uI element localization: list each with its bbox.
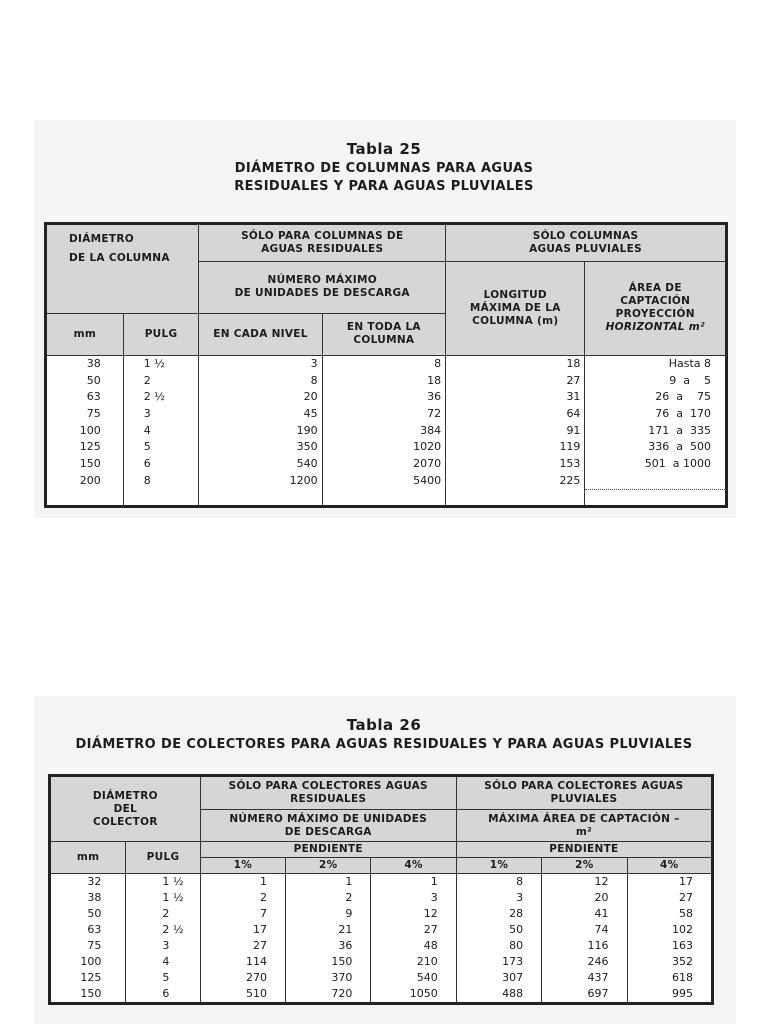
header-diam-line-3: COLECTOR <box>92 815 158 828</box>
table-25-body <box>46 355 727 490</box>
header-colectores-residuales <box>200 776 456 810</box>
header-pluviales-line-2: AGUAS PLUVIALES <box>529 242 642 255</box>
table-row <box>46 456 727 473</box>
cell-r1: 114 <box>200 954 285 970</box>
header-numero-maximo-unidades <box>200 810 456 842</box>
cell-pulg: 1 ½ <box>123 355 199 372</box>
cell-r2: 9 <box>286 906 371 922</box>
header-pendiente-residuales: PENDIENTE <box>200 842 456 858</box>
cell-toda: 2070 <box>322 456 445 473</box>
cell-toda: 18 <box>322 372 445 389</box>
cell-mm: 150 <box>46 456 124 473</box>
cell-pulg: 3 <box>126 938 200 954</box>
table-26-body <box>50 874 713 1004</box>
cell-r1: 17 <box>200 922 285 938</box>
header-pluviales <box>446 224 727 262</box>
header-longitud-line-1: LONGITUD <box>483 288 547 301</box>
cell-area: 76 a 170 <box>585 406 727 423</box>
header-diam-line-1: DIÁMETRO <box>92 789 158 802</box>
cell-toda: 384 <box>322 422 445 439</box>
cell-p4: 102 <box>627 922 712 938</box>
cell-area: 26 a 75 <box>585 389 727 406</box>
header-numero-maximo <box>199 261 446 313</box>
header-residuales <box>199 224 446 262</box>
cell-nivel: 190 <box>199 422 322 439</box>
cell-r2: 36 <box>286 938 371 954</box>
cell-area: 336 a 500 <box>585 439 727 456</box>
header-area-line-4: HORIZONTAL m² <box>605 321 705 334</box>
table-row <box>50 922 713 938</box>
cell-p1: 28 <box>456 906 541 922</box>
cell-p2: 12 <box>542 874 627 891</box>
header-col-res-line-1: SÓLO PARA COLECTORES AGUAS <box>228 780 428 792</box>
cell-nivel: 8 <box>199 372 322 389</box>
table-26-caption: Tabla 26 <box>346 716 422 734</box>
cell-r4: 210 <box>371 954 456 970</box>
header-area <box>585 261 727 355</box>
cell-p4: 58 <box>627 906 712 922</box>
cell-pulg: 6 <box>126 986 200 1004</box>
header-numero-line-2: DE UNIDADES DE DESCARGA <box>234 287 410 300</box>
cell-r4: 1050 <box>371 986 456 1004</box>
table-row <box>50 906 713 922</box>
cell-r4: 48 <box>371 938 456 954</box>
cell-mm: 63 <box>46 389 124 406</box>
cell-r2: 2 <box>286 890 371 906</box>
cell-pulg: 2 <box>123 372 199 389</box>
header-residuales-line-2: AGUAS RESIDUALES <box>261 242 384 255</box>
cell-r1: 2 <box>200 890 285 906</box>
header-res-4pct: 4% <box>371 858 456 874</box>
cell-mm: 38 <box>46 355 124 372</box>
header-toda-line-2: COLUMNA <box>353 334 415 347</box>
cell-long: 91 <box>446 422 585 439</box>
cell-mm: 125 <box>46 439 124 456</box>
table-25-caption: Tabla 25 <box>346 140 422 158</box>
cell-pulg: 2 ½ <box>126 922 200 938</box>
header-num-un-line-1: NÚMERO MÁXIMO DE UNIDADES <box>229 812 428 825</box>
cell-nivel: 1200 <box>199 473 322 490</box>
table-25-title-block <box>0 140 768 196</box>
cell-toda: 8 <box>322 355 445 372</box>
cell-p4: 995 <box>627 986 712 1004</box>
table-row <box>50 874 713 891</box>
cell-p2: 74 <box>542 922 627 938</box>
header-pendiente-pluviales: PENDIENTE <box>456 842 712 858</box>
table-25-title-line-1: DIÁMETRO DE COLUMNAS PARA AGUAS <box>234 161 534 176</box>
cell-mm: 125 <box>50 970 126 986</box>
cell-pulg: 4 <box>123 422 199 439</box>
cell-p1: 173 <box>456 954 541 970</box>
cell-toda: 72 <box>322 406 445 423</box>
cell-r1: 27 <box>200 938 285 954</box>
cell-nivel: 45 <box>199 406 322 423</box>
table-row <box>46 422 727 439</box>
cell-r1: 270 <box>200 970 285 986</box>
cell-p1: 307 <box>456 970 541 986</box>
cell-nivel: 3 <box>199 355 322 372</box>
table-25 <box>44 222 728 508</box>
cell-long: 119 <box>446 439 585 456</box>
cell-area: 171 a 335 <box>585 422 727 439</box>
cell-area <box>585 473 727 490</box>
header-pulg: PULG <box>126 842 200 874</box>
cell-r1: 1 <box>200 874 285 891</box>
cell-toda: 5400 <box>322 473 445 490</box>
cell-area: 501 a 1000 <box>585 456 727 473</box>
cell-mm: 63 <box>50 922 126 938</box>
header-plu-1pct: 1% <box>456 858 541 874</box>
cell-p2: 20 <box>542 890 627 906</box>
cell-pulg: 1 ½ <box>126 890 200 906</box>
header-col-res-line-2: RESIDUALES <box>290 793 367 805</box>
header-longitud-line-3: COLUMNA (m) <box>472 314 559 327</box>
cell-r2: 370 <box>286 970 371 986</box>
header-residuales-line-1: SÓLO PARA COLUMNAS DE <box>241 229 404 242</box>
cell-r2: 150 <box>286 954 371 970</box>
table-26-title: DIÁMETRO DE COLECTORES PARA AGUAS RESIDUALES Y PARA AGUAS PLUVIALES <box>75 737 693 752</box>
cell-mm: 75 <box>46 406 124 423</box>
cell-r1: 510 <box>200 986 285 1004</box>
header-mm: mm <box>46 313 124 355</box>
cell-p4: 27 <box>627 890 712 906</box>
header-num-un-line-2: DE DESCARGA <box>284 825 372 838</box>
cell-p4: 618 <box>627 970 712 986</box>
table-26-title-block <box>0 716 768 754</box>
cell-pulg: 6 <box>123 456 199 473</box>
cell-toda: 1020 <box>322 439 445 456</box>
cell-r4: 540 <box>371 970 456 986</box>
cell-r4: 12 <box>371 906 456 922</box>
cell-r4: 27 <box>371 922 456 938</box>
cell-p4: 17 <box>627 874 712 891</box>
cell-long: 225 <box>446 473 585 490</box>
header-diametro-line-1: DIÁMETRO <box>69 233 134 245</box>
table-row <box>46 439 727 456</box>
cell-p2: 437 <box>542 970 627 986</box>
cell-long: 31 <box>446 389 585 406</box>
header-max-area-line-2: m² <box>575 825 592 838</box>
header-diam-line-2: DEL <box>113 802 138 815</box>
table-row <box>46 473 727 490</box>
cell-r2: 720 <box>286 986 371 1004</box>
header-area-line-3: PROYECCIÓN <box>615 308 695 321</box>
cell-r1: 7 <box>200 906 285 922</box>
header-toda-line-1: EN TODA LA <box>346 321 421 334</box>
header-max-area-line-1: MÁXIMA ÁREA DE CAPTACIÓN – <box>488 812 680 825</box>
cell-p2: 116 <box>542 938 627 954</box>
table-row <box>46 406 727 423</box>
cell-pulg: 2 <box>126 906 200 922</box>
header-maxima-area <box>456 810 712 842</box>
cell-mm: 32 <box>50 874 126 891</box>
cell-mm: 100 <box>46 422 124 439</box>
cell-p1: 3 <box>456 890 541 906</box>
table-row <box>46 355 727 372</box>
header-res-1pct: 1% <box>200 858 285 874</box>
table-row <box>50 938 713 954</box>
header-plu-4pct: 4% <box>627 858 712 874</box>
cell-pulg: 5 <box>123 439 199 456</box>
header-col-plu-line-1: SÓLO PARA COLECTORES AGUAS <box>484 780 684 792</box>
header-diametro <box>46 224 199 314</box>
header-numero-line-1: NÚMERO MÁXIMO <box>267 274 377 287</box>
cell-r4: 1 <box>371 874 456 891</box>
header-area-line-2: CAPTACIÓN <box>620 295 691 308</box>
header-cada-nivel: EN CADA NIVEL <box>199 313 322 355</box>
table-row <box>50 890 713 906</box>
cell-mm: 38 <box>50 890 126 906</box>
cell-area: Hasta 8 <box>585 355 727 372</box>
header-longitud-line-2: MÁXIMA DE LA <box>469 301 561 314</box>
cell-mm: 200 <box>46 473 124 490</box>
table-row <box>50 954 713 970</box>
header-diametro-colector <box>50 776 201 842</box>
cell-pulg: 2 ½ <box>123 389 199 406</box>
cell-p1: 80 <box>456 938 541 954</box>
cell-pulg: 4 <box>126 954 200 970</box>
table-row <box>50 986 713 1004</box>
cell-pulg: 5 <box>126 970 200 986</box>
cell-long: 64 <box>446 406 585 423</box>
header-diametro-line-2: DE LA COLUMNA <box>69 252 170 264</box>
table-26 <box>48 774 714 1005</box>
header-area-line-1: ÁREA DE <box>628 282 682 295</box>
cell-p1: 488 <box>456 986 541 1004</box>
header-pulg: PULG <box>123 313 199 355</box>
cell-pulg: 8 <box>123 473 199 490</box>
cell-nivel: 350 <box>199 439 322 456</box>
header-toda-columna <box>322 313 445 355</box>
header-plu-2pct: 2% <box>542 858 627 874</box>
cell-mm: 50 <box>50 906 126 922</box>
cell-pulg: 3 <box>123 406 199 423</box>
cell-pulg: 1 ½ <box>126 874 200 891</box>
cell-long: 18 <box>446 355 585 372</box>
header-col-plu-line-2: PLUVIALES <box>550 793 618 805</box>
cell-p4: 352 <box>627 954 712 970</box>
header-longitud <box>446 261 585 355</box>
cell-nivel: 540 <box>199 456 322 473</box>
cell-long: 27 <box>446 372 585 389</box>
cell-p2: 41 <box>542 906 627 922</box>
header-mm: mm <box>50 842 126 874</box>
cell-mm: 100 <box>50 954 126 970</box>
table-25-title-line-2: RESIDUALES Y PARA AGUAS PLUVIALES <box>234 179 534 194</box>
cell-p4: 163 <box>627 938 712 954</box>
cell-area: 9 a 5 <box>585 372 727 389</box>
cell-p2: 697 <box>542 986 627 1004</box>
cell-p1: 50 <box>456 922 541 938</box>
cell-r4: 3 <box>371 890 456 906</box>
cell-r2: 1 <box>286 874 371 891</box>
cell-p1: 8 <box>456 874 541 891</box>
cell-mm: 75 <box>50 938 126 954</box>
cell-nivel: 20 <box>199 389 322 406</box>
header-pluviales-line-1: SÓLO COLUMNAS <box>532 229 639 242</box>
table-row <box>50 970 713 986</box>
header-res-2pct: 2% <box>286 858 371 874</box>
table-row <box>46 389 727 406</box>
cell-mm: 50 <box>46 372 124 389</box>
cell-r2: 21 <box>286 922 371 938</box>
table-row <box>46 372 727 389</box>
header-colectores-pluviales <box>456 776 712 810</box>
cell-toda: 36 <box>322 389 445 406</box>
cell-p2: 246 <box>542 954 627 970</box>
cell-mm: 150 <box>50 986 126 1004</box>
cell-long: 153 <box>446 456 585 473</box>
